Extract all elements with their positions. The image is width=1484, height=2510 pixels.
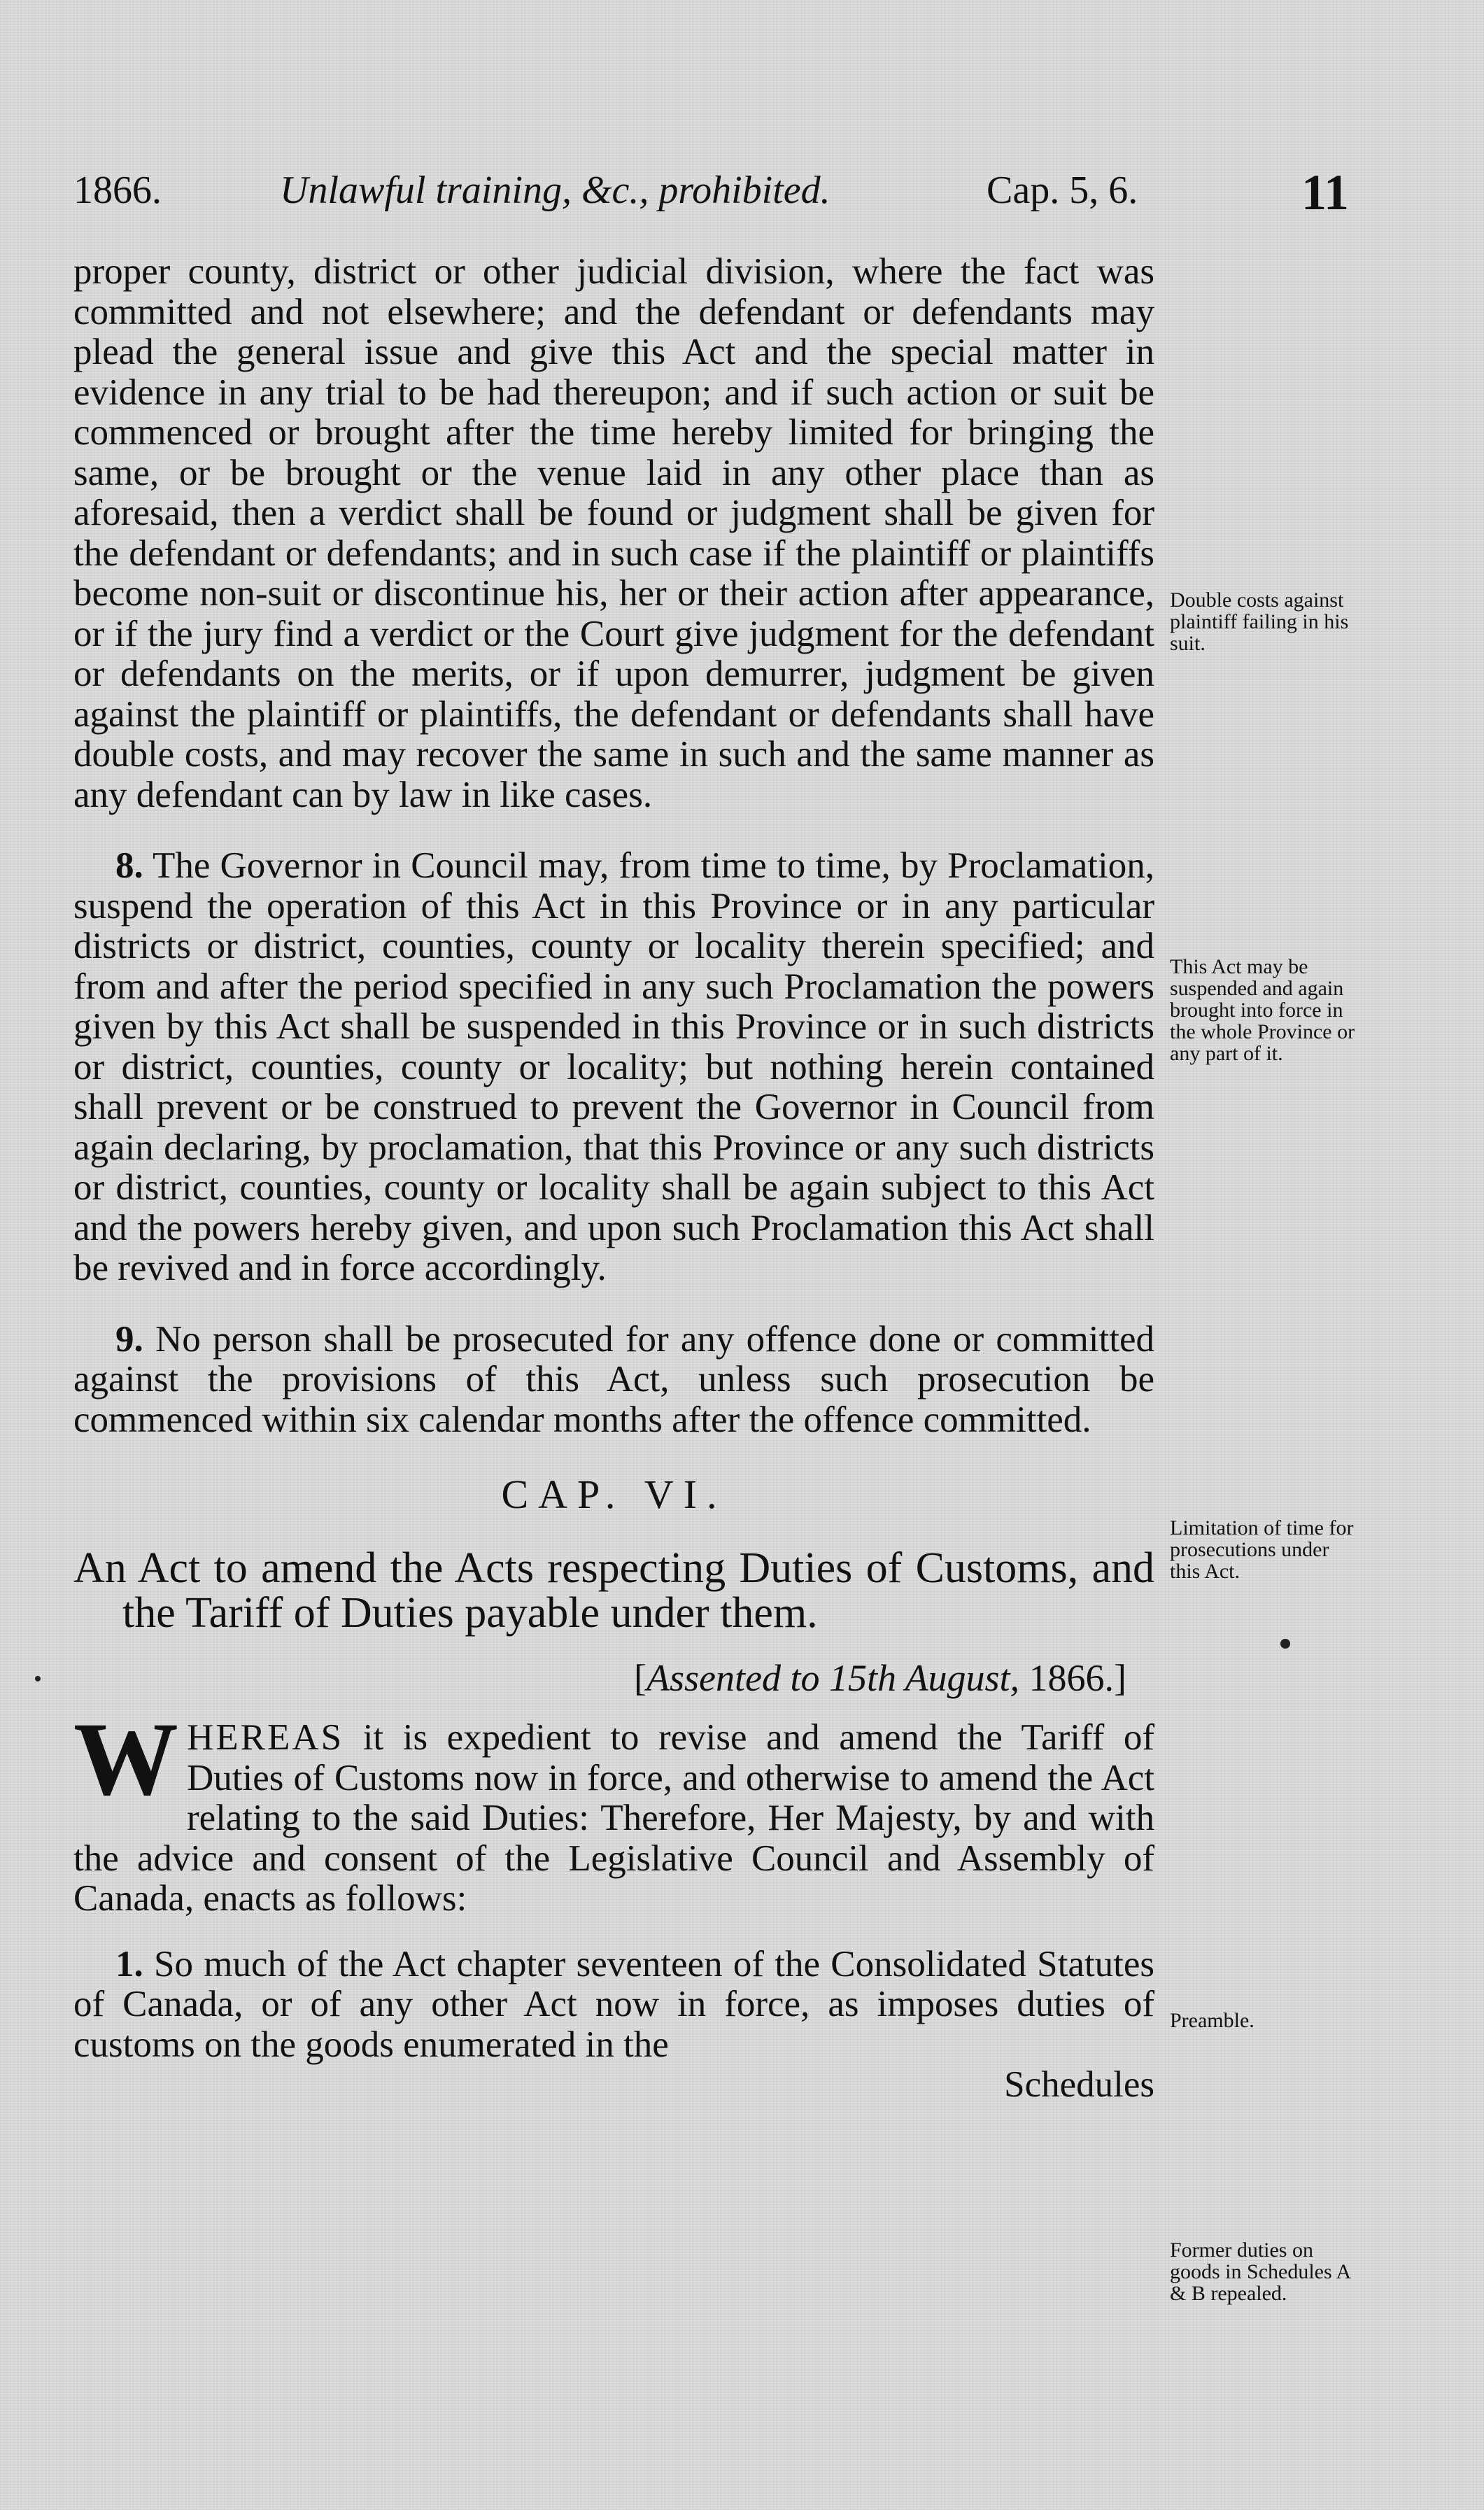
section-9-text: No person shall be prosecuted for any offence done or committed against the provisions of this Act, unless such prosecution be commenced within six calendar months after the offence committed.	[73, 1318, 1154, 1440]
preamble-first-word: HEREAS	[187, 1717, 344, 1758]
section-1	[73, 1945, 1154, 2106]
act-title: An Act to amend the Acts respecting Duties of Customs, and the Tariff of Duties payable under them.	[73, 1544, 1154, 1637]
catchword: Schedules	[1004, 2064, 1154, 2105]
chapter-heading: CAP. VI.	[501, 1472, 727, 1517]
page-number: 11	[1301, 164, 1350, 220]
section-1-text: So much of the Act chapter seventeen of the Consolidated Statutes of Canada, or of any other Act now in force, as imposes duties of customs on the goods enumerated in the	[73, 1943, 1154, 2065]
header-title: Unlawful training, &c., prohibited.	[280, 169, 831, 212]
section-8-text: The Governor in Council may, from time to time, by Proclamation, suspend the operation of this Act in this Province or in any particular districts or district, counties, county or locality therein specified; and from and after the period specified in any such Proclamation the powers given by this Act shall be suspended in this Province or in such districts or district, counties, county or locality; but nothing herein contained shall prevent or be construed to prevent the Governor in Council from again declaring, by proclamation, that this Province or any such districts or district, counties, county or locality shall be again subject to this Act and the powers hereby given, and upon such Proclamation this Act shall be revived and in force accordingly.	[73, 845, 1154, 1288]
header-year: 1866.	[73, 169, 162, 212]
section-1-number: 1.	[115, 1943, 143, 1984]
assent-year: 1866.]	[1029, 1657, 1126, 1699]
header-chapter: Cap. 5, 6.	[987, 169, 1138, 212]
continued-paragraph: proper county, district or other judicial division, where the fact was committed and not elsewhere; and the defendant or defendants may plead the general issue and give this Act and the special matter in evidence in any trial to be had thereupon; and if such action or suit be commenced or brought after the time hereby limited for bringing the same, or be brought or the venue laid in any other place than as aforesaid, then a verdict shall be found or judgment shall be given for the defendant or defendants; and in such case if the plaintiff or plaintiffs become non-suit or discontinue his, her or their action after appearance, or if the jury find a verdict or the Court give judgment for the defendant or defendants on the merits, or if upon demurrer, judgment be given against the plaintiff or plaintiffs, the defendant or defendants shall have double costs, and may recover the same in such and the same manner as any defendant can by law in like cases.	[73, 251, 1154, 815]
running-header	[73, 164, 1354, 224]
ink-speck	[35, 1676, 41, 1681]
section-8-number: 8.	[115, 845, 143, 886]
margin-note-suspend-act: This Act may be suspended and again brought into force in the whole Province or any part of it.	[1170, 955, 1355, 1065]
section-9	[73, 1320, 1154, 1441]
main-text	[73, 252, 1154, 2106]
preamble-text: it is expedient to revise and amend the Tariff of Duties of Customs now in force, and otherwise to amend the Act relating to the said Duties: Therefore, Her Majesty, by and with the advice and consent of the Legislative Council and Assembly of Canada, enacts as follows:	[73, 1717, 1154, 1919]
assent-line	[73, 1656, 1154, 1700]
margin-note-limitation: Limitation of time for prosecutions under this Act.	[1170, 1516, 1354, 1583]
section-8	[73, 846, 1154, 1289]
drop-cap: W	[73, 1701, 178, 1817]
margin-note-former-duties: Former duties on goods in Schedules A & B repealed.	[1170, 2238, 1350, 2305]
assent-bracket: [	[634, 1657, 647, 1699]
margin-note-preamble: Preamble.	[1170, 2009, 1255, 2032]
preamble	[73, 1701, 1154, 1919]
assent-text: Assented to 15th August,	[646, 1657, 1020, 1699]
margin-note-double-costs: Double costs against plaintiff failing in his suit.	[1170, 588, 1349, 655]
ink-speck	[1280, 1639, 1290, 1649]
section-9-number: 9.	[115, 1318, 143, 1360]
